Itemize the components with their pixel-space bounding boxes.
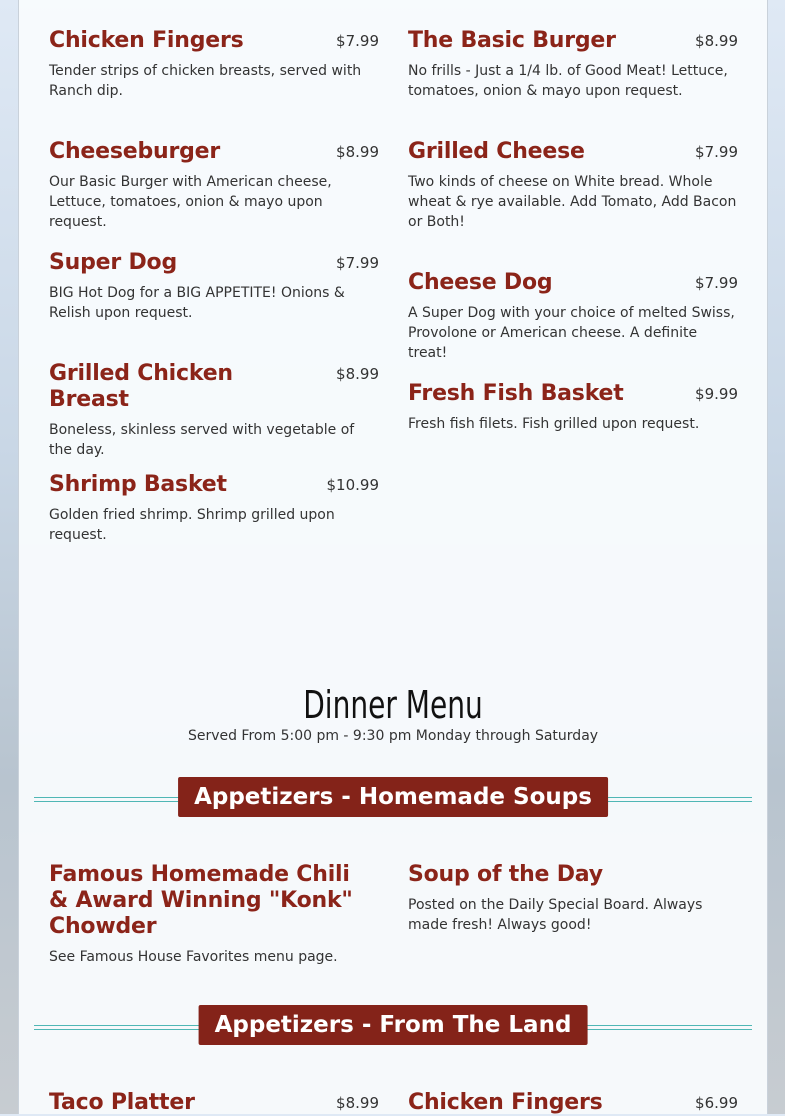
menu-page [18,0,768,1114]
item-price: $7.99 [695,274,738,292]
item-price: $10.99 [326,476,379,494]
menu-item-cheese-dog [408,270,738,363]
item-price: $7.99 [336,32,379,50]
item-description: No frills - Just a 1/4 lb. of Good Meat! Lettuce, tomatoes, onion & mayo upon request. [408,63,728,99]
item-description: Posted on the Daily Special Board. Always made fresh! Always good! [408,897,703,933]
item-name: Famous Homemade Chili & Award Winning "Konk" Chowder [49,862,353,939]
menu-item-super-dog [49,250,379,323]
item-name: Fresh Fish Basket [408,381,624,406]
item-description: Tender strips of chicken breasts, served with Ranch dip. [49,63,362,99]
item-price: $8.99 [695,32,738,50]
item-price: $7.99 [336,254,379,272]
item-description: A Super Dog with your choice of melted Swiss, Provolone or American cheese. A definite treat! [408,305,735,361]
item-name: Shrimp Basket [49,472,227,497]
item-name: Cheese Dog [408,270,553,295]
dinner-menu-subtitle: Served From 5:00 pm - 9:30 pm Monday through Saturday [187,728,599,744]
item-description: BIG Hot Dog for a BIG APPETITE! Onions & Relish upon request. [49,285,345,321]
item-name: Chicken Fingers [408,1090,603,1115]
item-price: $9.99 [695,385,738,403]
section-title: Appetizers - From The Land [199,1005,588,1045]
item-name: Super Dog [49,250,178,275]
menu-item-shrimp-basket [49,472,379,545]
item-description: Golden fried shrimp. Shrimp grilled upon request. [49,507,335,543]
item-price: $8.99 [336,143,379,161]
item-description: Fresh fish filets. Fish grilled upon request. [408,416,700,432]
item-price: $8.99 [336,1094,379,1112]
item-name: Chicken Fingers [49,28,244,53]
item-name: Taco Platter [49,1090,195,1115]
section-title: Appetizers - Homemade Soups [178,777,608,817]
section-banner-soups [34,777,752,817]
menu-item-chili-chowder [49,862,379,967]
item-name: The Basic Burger [408,28,616,53]
item-price: $6.99 [695,1094,738,1112]
item-description: See Famous House Favorites menu page. [49,949,338,965]
menu-item-fresh-fish-basket [408,381,738,434]
item-name: Grilled Cheese [408,139,585,164]
item-name: Soup of the Day [408,862,603,887]
section-banner-land [34,1005,752,1045]
item-description: Two kinds of cheese on White bread. Whole wheat & rye available. Add Tomato, Add Bacon or Both! [408,174,737,230]
menu-item-soup-of-the-day [408,862,738,935]
item-description: Our Basic Burger with American cheese, Lettuce, tomatoes, onion & mayo upon request. [49,174,332,230]
item-name: Cheeseburger [49,139,221,164]
item-price: $8.99 [336,365,379,383]
item-price: $7.99 [695,143,738,161]
menu-item-basic-burger [408,28,738,101]
item-name: Grilled Chicken Breast [49,361,233,412]
item-description: Boneless, skinless served with vegetable of the day. [49,422,355,458]
dinner-menu-title: Dinner Menu [303,683,483,727]
menu-item-taco-platter [49,1090,379,1116]
menu-item-cheeseburger [49,139,379,232]
menu-item-grilled-cheese [408,139,738,232]
menu-item-chicken-fingers-appetizer [408,1090,738,1116]
menu-item-grilled-chicken-breast [49,361,379,460]
menu-item-chicken-fingers [49,28,379,101]
